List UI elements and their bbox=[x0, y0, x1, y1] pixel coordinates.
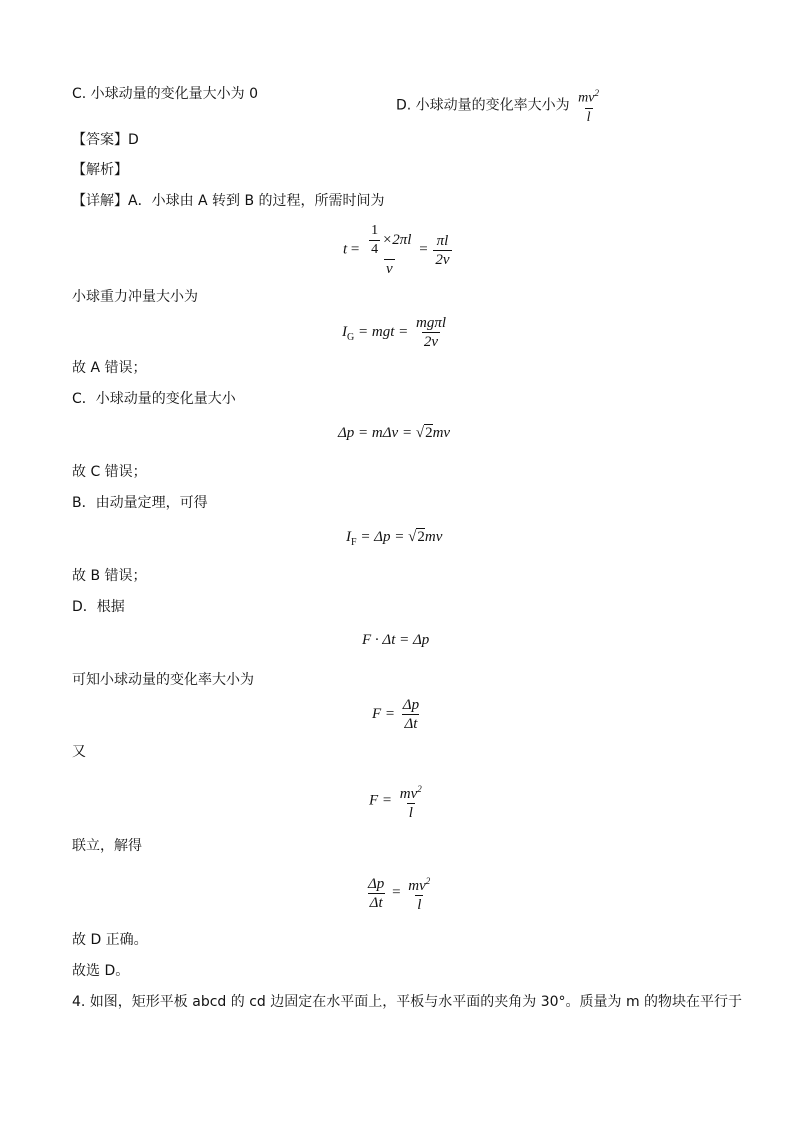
b-intro: B．由动量定理，可得 bbox=[72, 495, 208, 511]
option-d-fraction: $\frac{mv^2}{l}$ bbox=[578, 88, 599, 125]
formula-time: t = $\frac{1}{4}$ ×2πl v = $\frac{\pi l}{2v}$ bbox=[343, 223, 450, 277]
formula-result: $\frac{\Delta p}{\Delta t}$ = $\frac{mv^2}{l}$ bbox=[368, 875, 431, 913]
formula-force-impulse: $I_F = \Delta p = √2mv$ bbox=[346, 529, 443, 548]
rate-text: 可知小球动量的变化率大小为 bbox=[72, 672, 254, 688]
d-intro: D．根据 bbox=[72, 599, 125, 615]
b-wrong: 故 B 错误； bbox=[72, 568, 147, 584]
formula-gravity-impulse: $I_G$ = mgt = $\frac{\text{mgπl}}{2v}$ bbox=[342, 315, 446, 350]
formula-momentum-theorem: F · Δt = Δp bbox=[362, 632, 430, 648]
a-wrong: 故 A 错误； bbox=[72, 360, 147, 376]
option-c: C. 小球动量的变化量大小为 0 bbox=[72, 86, 259, 102]
formula-momentum-change: Δp = mΔv = √2mv bbox=[338, 425, 451, 441]
c-intro: C．小球动量的变化量大小 bbox=[72, 391, 236, 407]
next-question: 4. 如图，矩形平板 abcd 的 cd 边固定在水平面上，平板与水平面的夹角为 30°。质量为 m 的物块在平行于 bbox=[72, 994, 743, 1010]
answer-line: 【答案】D bbox=[72, 132, 139, 148]
combine-text: 联立，解得 bbox=[72, 838, 142, 854]
formula-rate: F = $\frac{\Delta p}{\Delta t}$ bbox=[372, 697, 420, 732]
detail-a-intro: 【详解】A．小球由 A 转到 B 的过程，所需时间为 bbox=[72, 193, 385, 209]
d-correct: 故 D 正确。 bbox=[72, 932, 148, 948]
gravity-impulse-text: 小球重力冲量大小为 bbox=[72, 289, 198, 305]
choose-d: 故选 D。 bbox=[72, 963, 130, 979]
option-d-text: D. 小球动量的变化率大小为 bbox=[396, 97, 570, 114]
c-wrong: 故 C 错误； bbox=[72, 464, 147, 480]
formula-centripetal: F = $\frac{mv^2}{l}$ bbox=[369, 784, 422, 821]
analysis-label: 【解析】 bbox=[72, 162, 128, 178]
also-text: 又 bbox=[72, 744, 86, 760]
option-d bbox=[396, 84, 603, 127]
